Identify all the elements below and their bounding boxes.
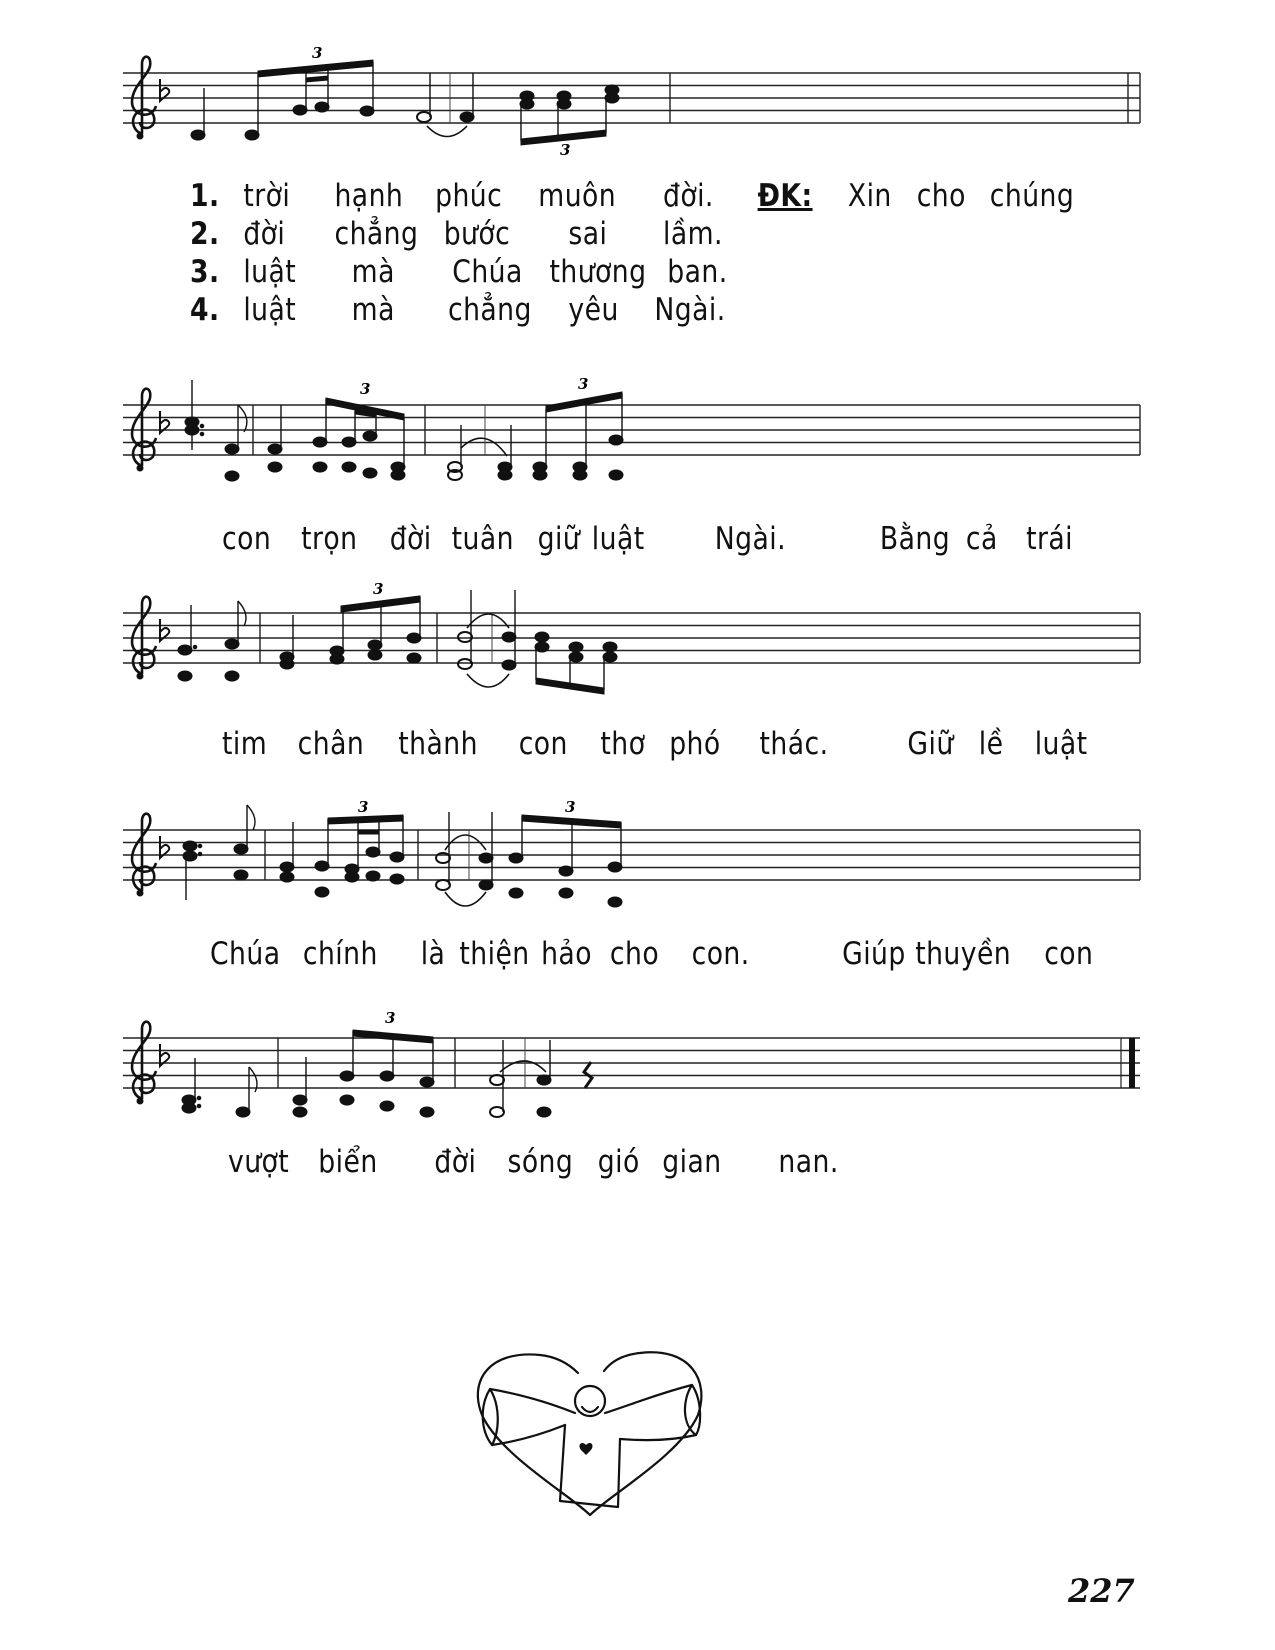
lyric-word: nan. (778, 1144, 839, 1180)
svg-text:3: 3 (360, 380, 371, 398)
lyric-word: hạnh (334, 178, 404, 214)
lyric-word: sóng (507, 1144, 574, 1180)
lyric-word: đời. (663, 178, 714, 214)
lyric-word: Chúa (452, 254, 523, 290)
lyric-word: luật (591, 521, 645, 557)
lyric-word: lề (978, 726, 1004, 762)
svg-text:3: 3 (385, 1009, 396, 1027)
lyric-word: hảo (541, 936, 592, 972)
svg-text:3: 3 (578, 375, 589, 393)
lyric-word: luật (1034, 726, 1088, 762)
verse-number: 3. (190, 254, 220, 290)
lyric-word: chính (302, 936, 378, 972)
svg-text:3: 3 (312, 44, 323, 62)
lyric-word: đời (434, 1144, 477, 1180)
lyric-word: Xin (847, 178, 892, 214)
lyric-word: chân (297, 726, 365, 762)
lyric-word: chẳng (334, 216, 419, 252)
lyric-word: Ngài. (714, 521, 787, 557)
lyric-word: ban. (667, 254, 728, 290)
lyric-word: chẳng (448, 292, 532, 328)
lyric-word: Bằng (879, 521, 951, 557)
staff-2 (123, 375, 1140, 481)
lyric-word: Giữ (907, 726, 954, 762)
lyric-word: thành (398, 726, 478, 762)
lyric-word: phúc (435, 178, 503, 214)
lyric-word: con (518, 726, 568, 762)
staff-1 (123, 44, 1140, 159)
svg-text:3: 3 (560, 141, 571, 159)
lyric-word: tim (222, 726, 268, 762)
lyric-word: con (1044, 936, 1094, 972)
lyric-word: mà (351, 292, 395, 328)
lyric-word: đời (243, 216, 286, 252)
lyric-word: đời (389, 521, 432, 557)
heart-figure-drawing-icon (470, 1345, 710, 1525)
staff-5 (123, 1009, 1140, 1117)
staff-4 (123, 798, 1140, 907)
lyric-word: luật (243, 254, 297, 290)
lyric-word: con. (691, 936, 750, 972)
lyric-word: mà (351, 254, 395, 290)
lyric-word: gió (597, 1144, 640, 1180)
svg-text:3: 3 (565, 798, 576, 816)
lyric-word: tuân (451, 521, 514, 557)
lyric-word: Ngài. (654, 292, 726, 328)
lyric-word: trời (243, 178, 291, 214)
lyric-word: biển (318, 1144, 378, 1180)
lyric-word: thuyền (915, 936, 1012, 972)
lyric-word: thương (549, 254, 647, 290)
svg-text:3: 3 (358, 798, 369, 816)
lyric-word: lầm. (663, 216, 723, 252)
svg-text:3: 3 (373, 580, 384, 598)
verse-number: 1. (190, 178, 220, 214)
lyric-word: gian (662, 1144, 722, 1180)
lyric-word: muôn (538, 178, 617, 214)
lyric-word: bước (443, 216, 511, 252)
lyric-word: thiện (459, 936, 530, 972)
verse-number: 4. (190, 292, 220, 328)
lyric-word: yêu (568, 292, 619, 328)
lyric-word: luật (243, 292, 297, 328)
lyric-word: Chúa (210, 936, 281, 972)
verse-number: 2. (190, 216, 220, 252)
lyric-word: giữ (537, 521, 581, 557)
refrain-label: ĐK: (757, 178, 813, 214)
lyric-word: sai (568, 216, 608, 252)
lyric-word: trái (1026, 521, 1073, 557)
staff-3 (123, 580, 1140, 694)
lyric-word: Giúp (842, 936, 906, 972)
lyric-word: thơ (600, 726, 646, 762)
lyric-word: cho (609, 936, 660, 972)
lyric-word: con (222, 521, 272, 557)
lyric-word: cả (965, 521, 998, 557)
lyric-word: là (420, 936, 446, 972)
lyric-word: chúng (989, 178, 1075, 214)
lyric-word: cho (916, 178, 966, 214)
lyric-word: thác. (759, 726, 829, 762)
lyric-word: vượt (228, 1144, 290, 1180)
page-number: 227 (1068, 1572, 1135, 1610)
lyric-word: trọn (301, 521, 358, 557)
lyric-word: phó (669, 726, 721, 762)
